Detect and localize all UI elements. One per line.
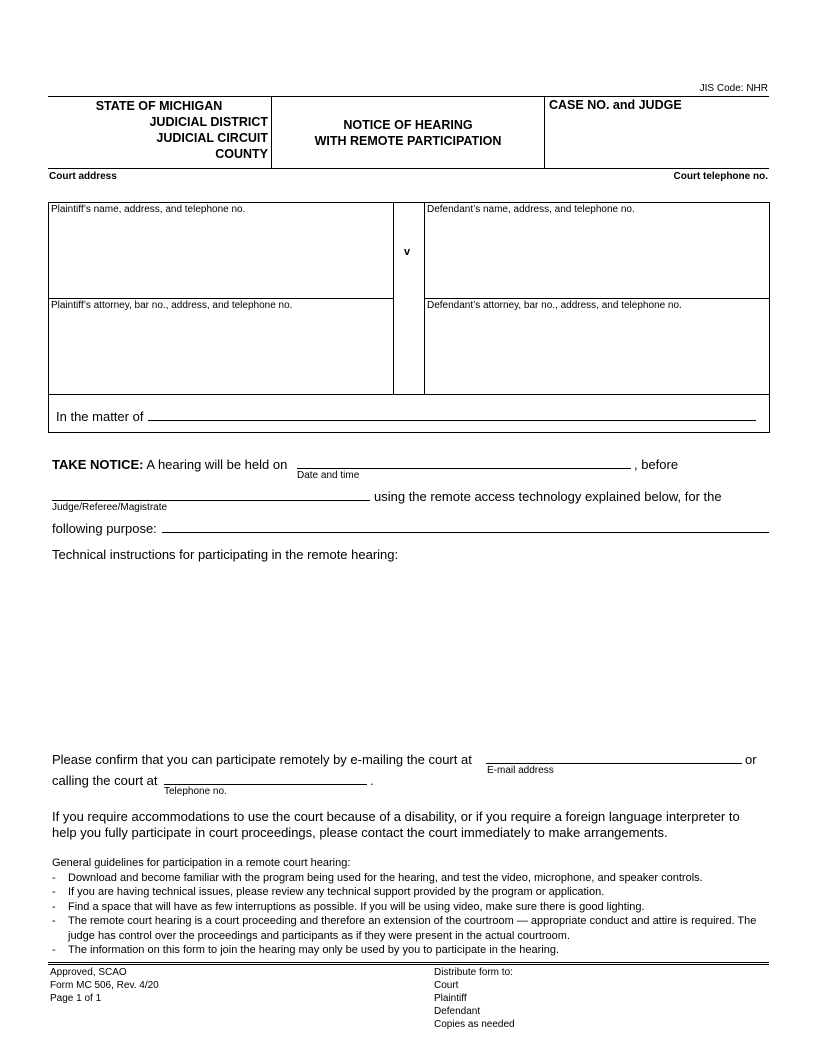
form-info xyxy=(50,966,159,1005)
hearing-held-on-text: A hearing will be held on xyxy=(146,457,288,472)
header-bottom-rule xyxy=(48,168,769,169)
telephone-input-line[interactable] xyxy=(164,784,367,785)
judge-input-line[interactable] xyxy=(52,500,370,501)
calling-court-text: calling the court at xyxy=(52,773,158,788)
case-number-label: CASE NO. and JUDGE xyxy=(549,98,682,112)
period-text: . xyxy=(370,773,374,788)
plaintiff-attorney-field[interactable] xyxy=(48,298,394,395)
defendant-field[interactable] xyxy=(424,202,770,299)
technical-instructions-field[interactable] xyxy=(52,566,768,742)
judicial-district-label: JUDICIAL DISTRICT xyxy=(149,115,268,129)
approved-label: Approved, SCAO xyxy=(50,967,127,978)
take-notice-label: TAKE NOTICE: xyxy=(52,457,144,472)
email-caption: E-mail address xyxy=(487,765,554,776)
versus-label: v xyxy=(404,246,411,258)
form-number: Form MC 506, Rev. 4/20 xyxy=(50,980,159,991)
form-title-line2: WITH REMOTE PARTICIPATION xyxy=(314,134,502,148)
recipient-court: Court xyxy=(434,980,459,991)
recipient-plaintiff: Plaintiff xyxy=(434,993,467,1004)
distribute-label: Distribute form to: xyxy=(434,967,513,978)
remote-technology-text: using the remote access technology explained below, for the xyxy=(374,489,722,504)
accommodations-line1: If you require accommodations to use the court because of a disability, or if you require a foreign language interpreter to xyxy=(52,809,740,824)
date-time-input-line[interactable] xyxy=(297,468,631,469)
purpose-input-line[interactable] xyxy=(162,532,769,533)
court-address-label: Court address xyxy=(49,171,117,182)
before-text: , before xyxy=(634,457,679,472)
accommodations-line2: help you fully participate in court proceedings, please contact the court immediately to make arrangements. xyxy=(52,825,668,840)
plaintiff-field-label: Plaintiff’s name, address, and telephone no. xyxy=(51,204,246,215)
county-label: COUNTY xyxy=(215,147,268,161)
plaintiff-field[interactable] xyxy=(48,202,394,299)
or-text: or xyxy=(745,752,757,767)
header-divider-right xyxy=(544,96,545,168)
guideline-item: - The remote court hearing is a court proceeding and therefore an extension of the courtroom — appropriate conduct and attire is required. The judge has control over the proceedings and participants as if they were present in the actual courtroom. xyxy=(52,915,757,942)
versus-column xyxy=(393,202,426,395)
state-name: STATE OF MICHIGAN xyxy=(95,99,223,113)
telephone-caption: Telephone no. xyxy=(164,786,227,797)
plaintiff-attorney-field-label: Plaintiff’s attorney, bar no., address, and telephone no. xyxy=(51,300,293,311)
matter-input-line[interactable] xyxy=(148,420,756,421)
email-input-line[interactable] xyxy=(486,763,742,764)
guidelines-title: General guidelines for participation in a remote court hearing: xyxy=(52,857,351,869)
footer-rule-bottom xyxy=(48,964,769,965)
form-title-line1: NOTICE OF HEARING xyxy=(343,118,473,132)
matter-box xyxy=(48,394,770,433)
distribution-list xyxy=(434,966,515,1031)
defendant-attorney-field[interactable] xyxy=(424,298,770,395)
take-notice-sentence xyxy=(52,457,287,472)
guideline-item: - Download and become familiar with the program being used for the hearing, and test the video, microphone, and speaker controls. xyxy=(52,871,703,884)
footer-rule-top xyxy=(48,962,769,963)
judicial-circuit-label: JUDICIAL CIRCUIT xyxy=(156,131,268,145)
guideline-item: - If you are having technical issues, please review any technical support provided by the program or application. xyxy=(52,886,605,898)
purpose-label: following purpose: xyxy=(52,521,157,536)
judge-caption: Judge/Referee/Magistrate xyxy=(52,502,168,513)
defendant-field-label: Defendant’s name, address, and telephone no. xyxy=(427,204,635,215)
header-top-rule xyxy=(48,96,769,97)
recipient-copies: Copies as needed xyxy=(434,1019,515,1030)
form-title xyxy=(272,117,544,149)
confirm-email-text: Please confirm that you can participate remotely by e-mailing the court at xyxy=(52,752,472,767)
accommodations-notice xyxy=(52,809,772,841)
guideline-item: - Find a space that will have as few interruptions as possible. If you will be using video, make sure there is good lighting. xyxy=(52,900,645,913)
matter-label: In the matter of xyxy=(56,409,144,424)
page-number: Page 1 of 1 xyxy=(50,993,102,1004)
court-identity-block xyxy=(60,98,268,162)
guideline-item: - The information on this form to join the hearing may only be used by you to participate in the hearing. xyxy=(52,944,560,956)
defendant-attorney-field-label: Defendant’s attorney, bar no., address, and telephone no. xyxy=(427,300,682,311)
court-telephone-label: Court telephone no. xyxy=(673,171,768,182)
date-time-caption: Date and time xyxy=(297,470,360,481)
jis-code: JIS Code: NHR xyxy=(699,83,768,94)
technical-instructions-label: Technical instructions for participating in the remote hearing: xyxy=(52,547,399,562)
guidelines-section xyxy=(52,856,768,958)
recipient-defendant: Defendant xyxy=(434,1006,481,1017)
